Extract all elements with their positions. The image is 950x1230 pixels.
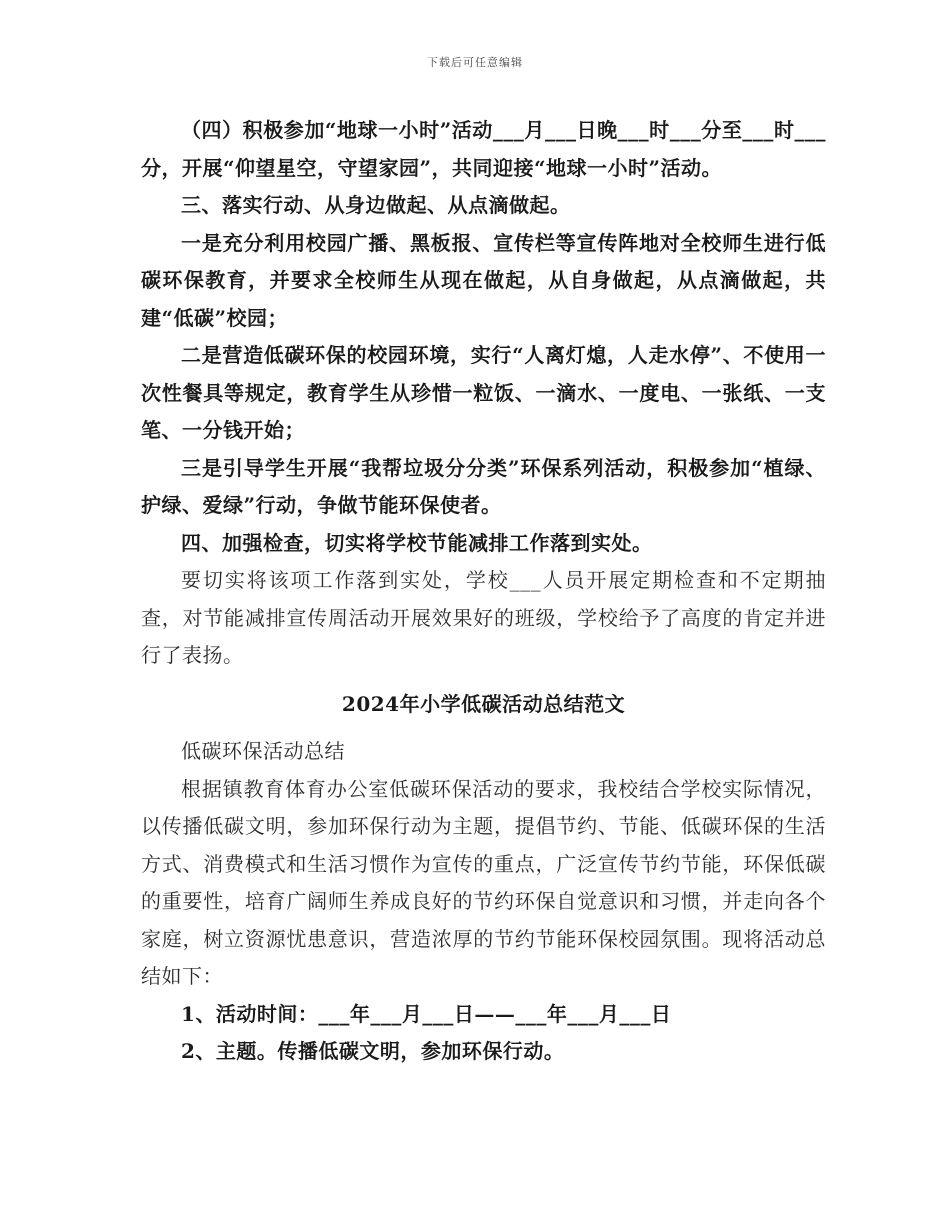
item-theme: 2、主题。传播低碳文明，参加环保行动。 xyxy=(181,1039,565,1063)
paragraph-point-two: 二是营造低碳环保的校园环境，实行“人离灯熄，人走水停”、不使用一次性餐具等规定，教育学生从珍惜一粒饭、一滴水、一度电、一张纸、一支笔、一分钱开始； xyxy=(141,343,826,442)
document-body xyxy=(141,112,826,1071)
item-activity-time: 1、活动时间：___年___月___日——___年___月___日 xyxy=(181,1001,672,1026)
document-title: 2024年小学低碳活动总结范文 xyxy=(341,691,626,716)
paragraph-introduction: 根据镇教育体育办公室低碳环保活动的要求，我校结合学校实际情况，以传播低碳文明，参加环保行动为主题，提倡节约、节能、低碳环保的生活方式、消费模式和生活习惯作为宣传的重点，广泛宣传节约节能，环保低碳的重要性，培育广阔师生养成良好的节约环保自觉意识和习惯，并走向各个家庭，树立资源忧患意识，营造浓厚的节约节能环保校园氛围。现将活动总结如下： xyxy=(141,776,826,988)
heading-section-three: 三、落实行动、从身边做起、从点滴做起。 xyxy=(181,193,571,217)
paragraph-inspection: 要切实将该项工作落到实处，学校___人员开展定期检查和不定期抽查，对节能减排宣传周活动开展效果好的班级，学校给予了高度的肯定并进行了表扬。 xyxy=(141,568,826,667)
paragraph-earth-hour: （四）积极参加“地球一小时”活动___月___日晚___时___分至___时___分，开展“仰望星空，守望家园”，共同迎接“地球一小时”活动。 xyxy=(141,118,826,180)
paragraph-point-three: 三是引导学生开展“我帮垃圾分分类”环保系列活动，积极参加“植绿、护绿、爱绿”行动，争做节能环保使者。 xyxy=(141,455,826,517)
paragraph-point-one: 一是充分利用校园广播、黑板报、宣传栏等宣传阵地对全校师生进行低碳环保教育，并要求全校师生从现在做起，从自身做起，从点滴做起，共建“低碳”校园； xyxy=(141,230,826,330)
heading-section-four: 四、加强检查，切实将学校节能减排工作落到实处。 xyxy=(181,530,653,555)
subtitle-activity-summary: 低碳环保活动总结 xyxy=(181,739,345,763)
page-header: 下载后可任意编辑 xyxy=(427,56,523,69)
